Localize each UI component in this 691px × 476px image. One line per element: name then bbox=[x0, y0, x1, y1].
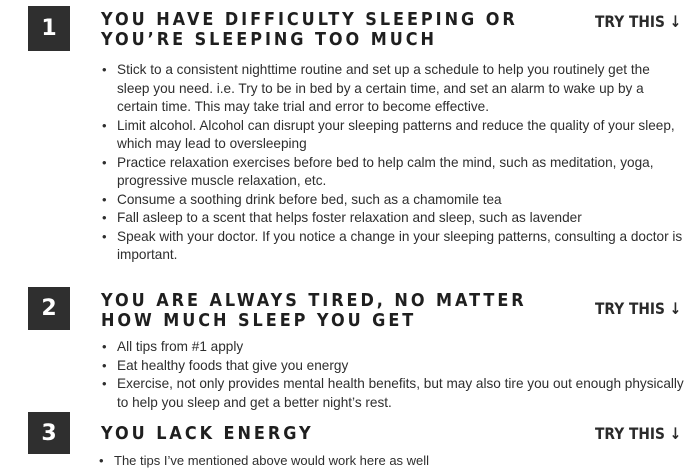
list-item: • Fall asleep to a scent that helps foster relaxation and sleep, such as lavender bbox=[99, 209, 684, 228]
list-item: • The tips I’ve mentioned above would work here as well bbox=[96, 452, 681, 471]
try-this-label: TRY THIS ↓ bbox=[594, 299, 681, 318]
section-number-badge: 2 bbox=[28, 287, 70, 330]
list-item: • Exercise, not only provides mental health benefits, but may also tire you out enough physically to help you sleep and get a better night’s rest. bbox=[99, 375, 684, 412]
section-number-badge: 1 bbox=[28, 6, 70, 51]
list-item: • Speak with your doctor. If you notice a change in your sleeping patterns, consulting a doctor is important. bbox=[99, 228, 684, 265]
list-item: • All tips from #1 apply bbox=[99, 338, 684, 357]
section-heading: YOU HAVE DIFFICULTY SLEEPING OR YOU’RE SLEEPING TOO MUCH bbox=[101, 10, 518, 50]
tips-list bbox=[99, 61, 684, 265]
tips-list bbox=[99, 338, 684, 412]
try-this-label: TRY THIS ↓ bbox=[594, 424, 681, 443]
list-item: • Stick to a consistent nighttime routine and set up a schedule to help you routinely get the sleep you need. i.e. Try to be in bed by a certain time, and set an alarm to wake up by a certain time. This may take trial and error to become effective. bbox=[99, 61, 684, 117]
list-item: • Eat healthy foods that give you energy bbox=[99, 357, 684, 376]
section-heading: YOU ARE ALWAYS TIRED, NO MATTER HOW MUCH SLEEP YOU GET bbox=[101, 291, 527, 331]
list-item: • Consume a soothing drink before bed, such as a chamomile tea bbox=[99, 191, 684, 210]
list-item: • Limit alcohol. Alcohol can disrupt your sleeping patterns and reduce the quality of your sleep, which may lead to oversleeping bbox=[99, 117, 684, 154]
list-item: • Practice relaxation exercises before bed to help calm the mind, such as meditation, yoga, progressive muscle relaxation, etc. bbox=[99, 154, 684, 191]
section-number-badge: 3 bbox=[28, 412, 70, 454]
tips-list bbox=[96, 452, 681, 471]
section-heading: YOU LACK ENERGY bbox=[101, 424, 314, 444]
try-this-label: TRY THIS ↓ bbox=[594, 12, 681, 31]
